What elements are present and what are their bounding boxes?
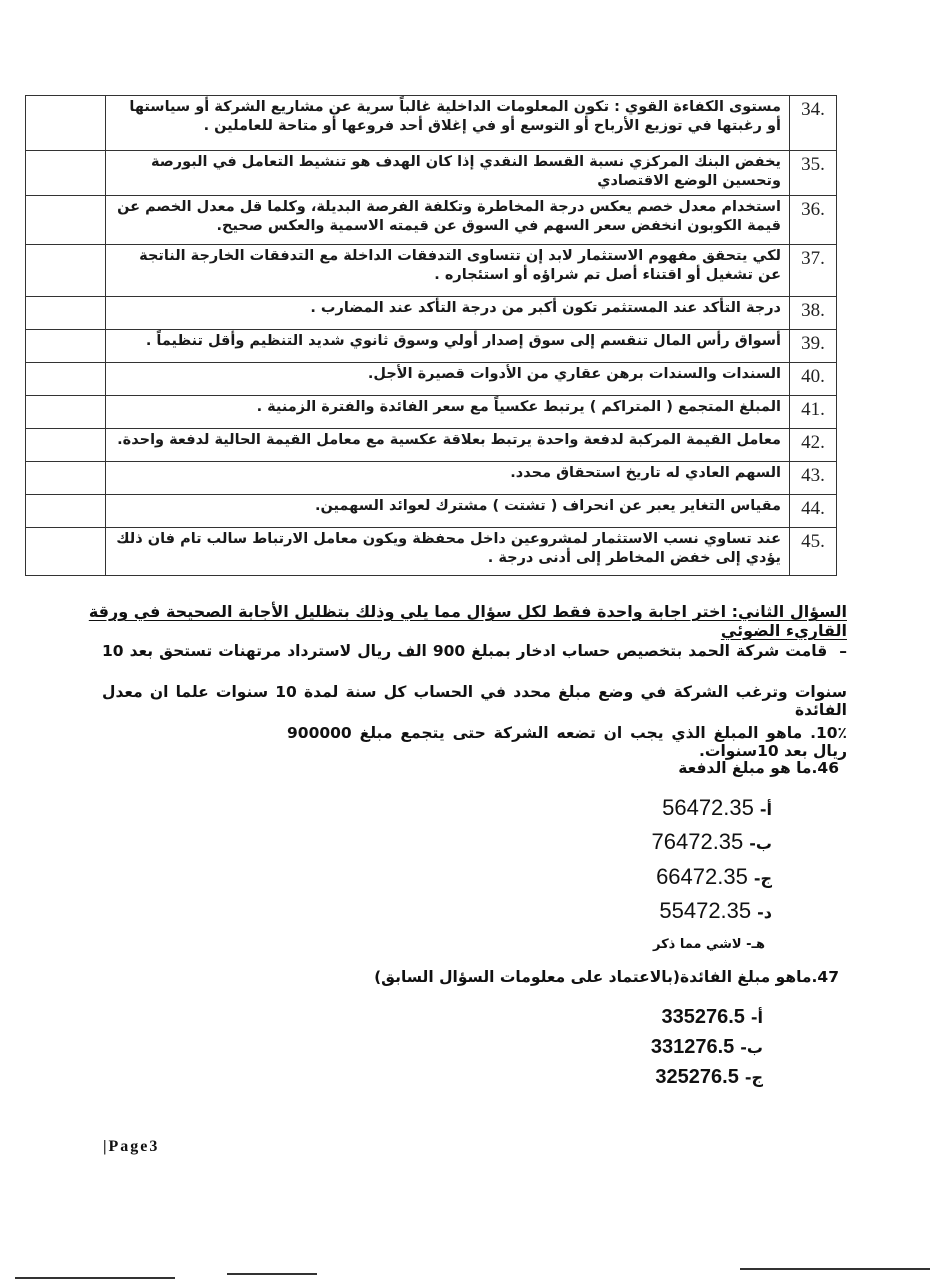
question-number: 37. xyxy=(790,245,837,297)
question-number: 36. xyxy=(790,196,837,245)
q46-option-b[interactable] xyxy=(652,829,772,855)
table-row xyxy=(26,462,837,495)
table-row xyxy=(26,396,837,429)
footer-rule-left xyxy=(15,1277,175,1279)
answer-cell xyxy=(26,297,106,330)
statement-text: السندات والسندات برهن عقاري من الأدوات قصيرة الأجل. xyxy=(106,363,790,396)
option-value: 55472.35 xyxy=(659,898,752,923)
answer-cell xyxy=(26,151,106,196)
question-number: 35. xyxy=(790,151,837,196)
problem-statement-line-3: 10٪. ماهو المبلغ الذي يجب ان تضعه الشركة حتى يتجمع مبلغ 900000 ريال بعد 10سنوات. xyxy=(287,724,847,760)
statement-text: المبلغ المتجمع ( المتراكم ) يرتبط عكسياً مع سعر الفائدة والفترة الزمنية . xyxy=(106,396,790,429)
table-row xyxy=(26,429,837,462)
problem-text-1: قامت شركة الحمد بتخصيص حساب ادخار بمبلغ 900 الف ريال لاسترداد مرتهنات تستحق بعد 10 xyxy=(102,642,828,660)
statement-text: يخفض البنك المركزي نسبة القسط النقدي إذا كان الهدف هو تنشيط التعامل في البورصة وتحسين الوضع الاقتصادي xyxy=(106,151,790,196)
answer-cell xyxy=(26,245,106,297)
table-row xyxy=(26,297,837,330)
statement-text: معامل القيمة المركبة لدفعة واحدة يرتبط بعلاقة عكسية مع معامل القيمة الحالية لدفعة واحدة. xyxy=(106,429,790,462)
option-value: 66472.35 xyxy=(656,864,748,889)
q47-option-b[interactable] xyxy=(651,1036,763,1059)
question-number: 41. xyxy=(790,396,837,429)
statement-text: مستوى الكفاءة القوي : تكون المعلومات الداخلية غالباً سرية عن مشاريع الشركة أو سياستها أو رغبتها في توزيع الأرباح أو التوسع أو في إغلاق أحد فروعها أو متاحة للعاملين . xyxy=(106,96,790,151)
answer-cell xyxy=(26,196,106,245)
question-number: 43. xyxy=(790,462,837,495)
dash-bullet: – xyxy=(839,642,847,660)
table-row xyxy=(26,528,837,576)
q46-option-a[interactable] xyxy=(662,795,772,821)
answer-cell xyxy=(26,495,106,528)
answer-cell xyxy=(26,396,106,429)
true-false-questions-table xyxy=(25,95,837,576)
option-letter: د- xyxy=(757,903,772,922)
section-two-title: السؤال الثاني: اختر اجابة واحدة فقط لكل سؤال مما يلي وذلك بتظليل الأجابة الصحيحة في ورقة القاريء الضوئي xyxy=(88,602,847,640)
footer-rule-middle xyxy=(227,1273,317,1275)
table-row xyxy=(26,245,837,297)
question-number: 38. xyxy=(790,297,837,330)
statement-text: استخدام معدل خصم يعكس درجة المخاطرة وتكلفة الفرصة البديلة، وكلما قل معدل الخصم عن قيمة الكوبون انخفض سعر السهم في السوق عن قيمته الاسمية والعكس صحيح. xyxy=(106,196,790,245)
table-row xyxy=(26,495,837,528)
option-letter: أ- xyxy=(759,800,772,819)
question-number: 39. xyxy=(790,330,837,363)
option-letter: ب- xyxy=(749,834,772,853)
statement-text: عند تساوي نسب الاستثمار لمشروعين داخل محفظة ويكون معامل الارتباط سالب تام فان ذلك يؤدي إلى خفض المخاطر إلى أدنى درجة . xyxy=(106,528,790,576)
option-letter: أ- xyxy=(750,1008,763,1027)
footer-rule-right xyxy=(740,1268,930,1270)
table-row xyxy=(26,151,837,196)
q46-option-d[interactable] xyxy=(659,898,772,924)
answer-cell xyxy=(26,528,106,576)
statement-text: السهم العادي له تاريخ استحقاق محدد. xyxy=(106,462,790,495)
table-row xyxy=(26,330,837,363)
question-46: 46.ما هو مبلغ الدفعة xyxy=(678,759,839,777)
option-letter: ب- xyxy=(740,1038,763,1057)
question-number: 44. xyxy=(790,495,837,528)
table-row xyxy=(26,196,837,245)
statement-text: درجة التأكد عند المستثمر تكون أكبر من درجة التأكد عند المضارب . xyxy=(106,297,790,330)
answer-cell xyxy=(26,429,106,462)
problem-statement-line-1 xyxy=(102,642,847,660)
question-number: 45. xyxy=(790,528,837,576)
option-value: 56472.35 xyxy=(662,795,754,820)
statement-text: أسواق رأس المال تنقسم إلى سوق إصدار أولي وسوق ثانوي شديد التنظيم وأقل تنظيماً . xyxy=(106,330,790,363)
q47-option-c[interactable] xyxy=(655,1066,763,1089)
statement-text: مقياس التغاير يعبر عن انحراف ( تشتت ) مشترك لعوائد السهمين. xyxy=(106,495,790,528)
option-letter: ج- xyxy=(744,1068,763,1087)
option-value: 335276.5 xyxy=(661,1006,745,1028)
page-number-footer: |Page3 xyxy=(103,1138,160,1155)
answer-cell xyxy=(26,363,106,396)
option-letter: ج- xyxy=(753,869,772,888)
q46-option-c[interactable] xyxy=(656,864,772,890)
question-number: 34. xyxy=(790,96,837,151)
q47-option-a[interactable] xyxy=(661,1006,763,1029)
statement-text: لكي يتحقق مفهوم الاستثمار لابد إن تتساوى التدفقات الداخلة مع التدفقات الخارجة الناتجة عن تشغيل أو اقتناء أصل تم شراؤه أو استئجاره . xyxy=(106,245,790,297)
option-value: 76472.35 xyxy=(651,829,744,854)
question-number: 40. xyxy=(790,363,837,396)
problem-statement-line-2: سنوات وترغب الشركة في وضع مبلغ محدد في الحساب كل سنة لمدة 10 سنوات علما ان معدل الفائدة xyxy=(102,683,847,719)
answer-cell xyxy=(26,462,106,495)
q46-option-e[interactable]: هـ- لاشي مما ذكر xyxy=(652,937,765,952)
question-number: 42. xyxy=(790,429,837,462)
table-row xyxy=(26,96,837,151)
option-value: 331276.5 xyxy=(650,1036,735,1058)
answer-cell xyxy=(26,96,106,151)
table-row xyxy=(26,363,837,396)
question-47: 47.ماهو مبلغ الفائدة(بالاعتماد على معلومات السؤال السابق) xyxy=(374,968,839,986)
option-value: 325276.5 xyxy=(655,1066,739,1088)
answer-cell xyxy=(26,330,106,363)
